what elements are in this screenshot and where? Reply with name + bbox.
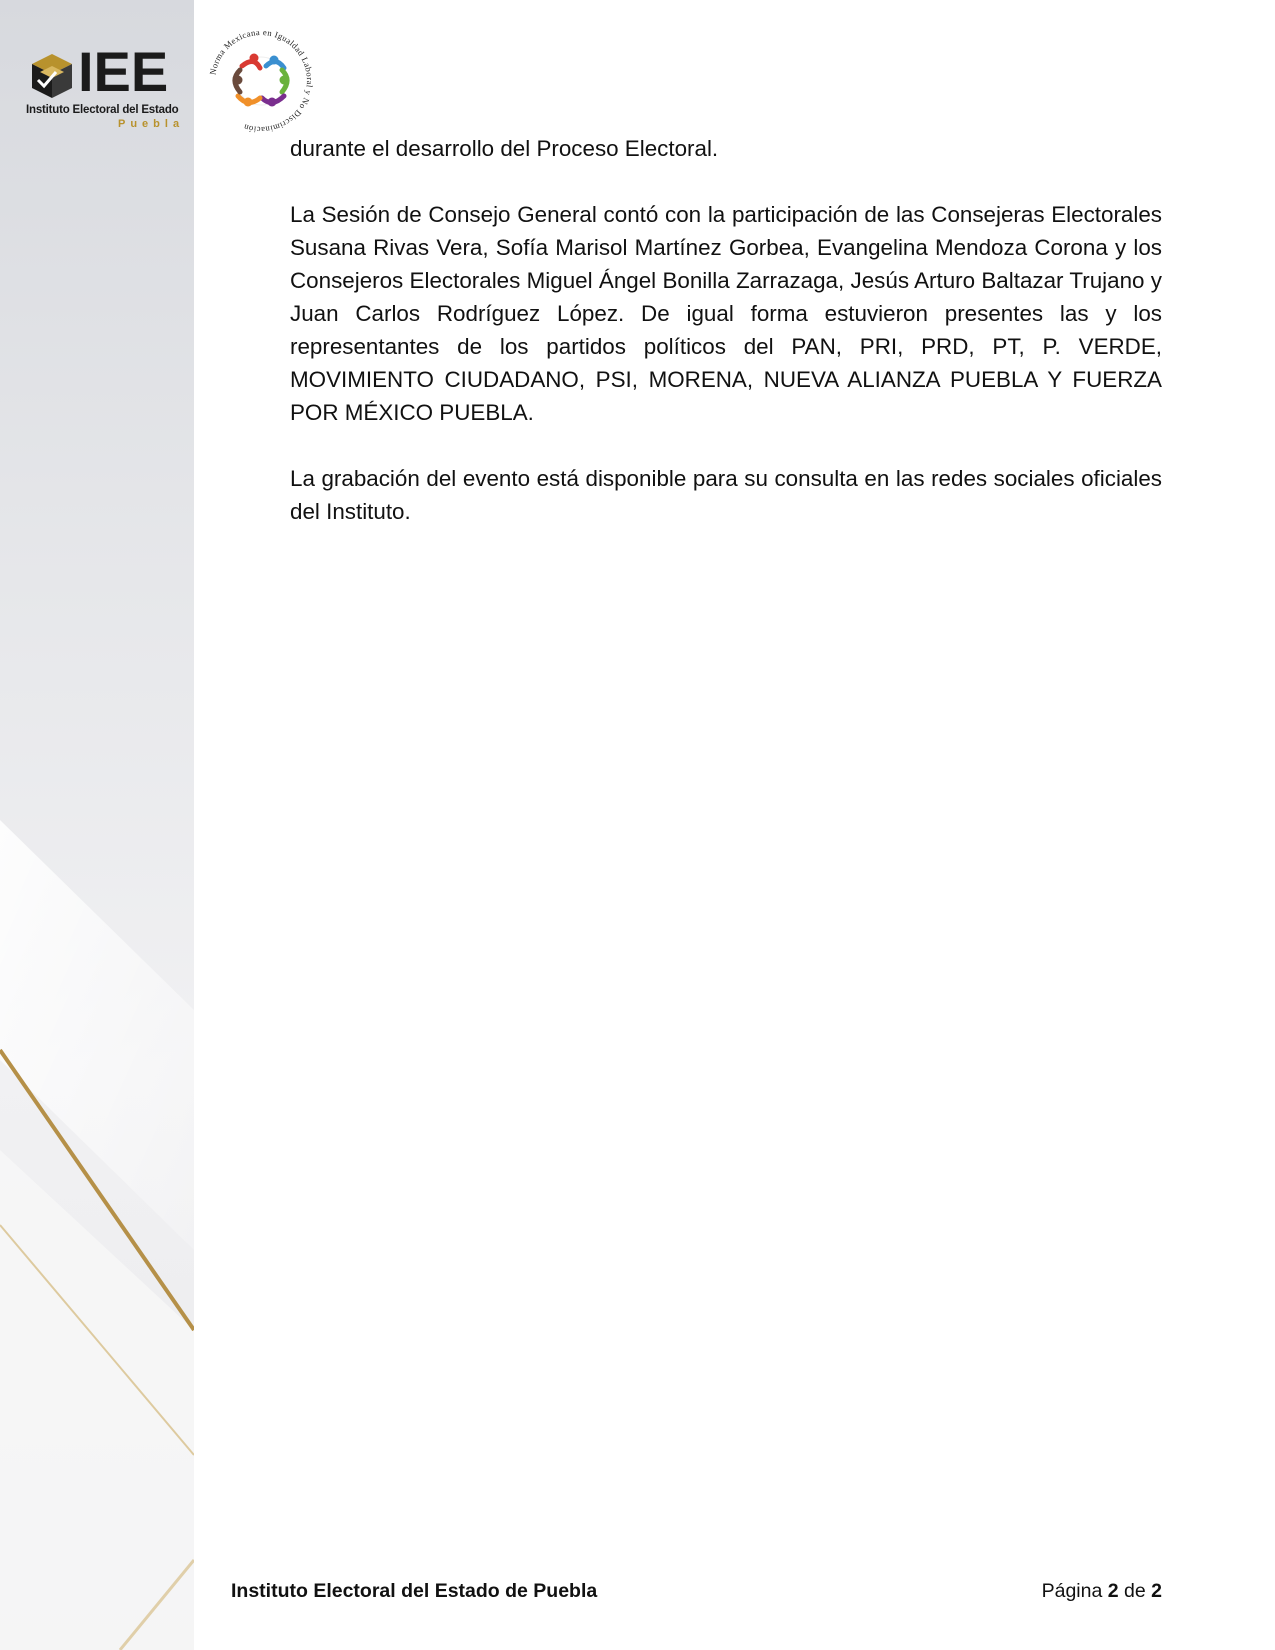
- body-paragraph: La Sesión de Consejo General contó con la participación de las Consejeras Electorales Susana Rivas Vera, Sofía Marisol Martínez Gorbea, Evangelina Mendoza Corona y los Consejeros Electorales Miguel Ángel Bonilla Zarrazaga, Jesús Arturo Baltazar Trujano y Juan Carlos Rodríguez López. De igual forma estuvieron presentes las y los representantes de los partidos políticos del PAN, PRI, PRD, PT, P. VERDE, MOVIMIENTO CIUDADANO, PSI, MORENA, NUEVA ALIANZA PUEBLA Y FUERZA POR MÉXICO PUEBLA.: [290, 202, 1162, 425]
- page-total: 2: [1151, 1580, 1162, 1602]
- norma-igualdad-seal: [202, 22, 320, 140]
- white-streak-lower: [0, 1150, 194, 1650]
- equality-seal-icon: [202, 22, 320, 140]
- seal-circular-text: Norma Mexicana en Igualdad Laboral y No Discriminación: [207, 26, 316, 136]
- side-decorative-band: [0, 0, 194, 1650]
- footer-organization: Instituto Electoral del Estado de Puebla: [231, 1580, 598, 1602]
- iee-logo: [26, 40, 185, 130]
- page-number: [1042, 1580, 1162, 1603]
- page-footer: [231, 1580, 1162, 1610]
- page-current: 2: [1107, 1580, 1119, 1602]
- body-paragraph: durante el desarrollo del Proceso Electoral.: [290, 136, 719, 161]
- page-prefix: Página: [1041, 1580, 1103, 1602]
- iee-logo-letters: IEE: [78, 40, 169, 103]
- decorative-stripes: [0, 0, 194, 1650]
- iee-logo-name: Instituto Electoral del Estado: [26, 104, 179, 116]
- iee-logo-state: Puebla: [118, 118, 185, 130]
- page-separator: de: [1124, 1580, 1146, 1602]
- ballot-box-icon: [26, 50, 76, 102]
- document-body: [290, 132, 1162, 561]
- body-paragraph: La grabación del evento está disponible para su consulta en las redes sociales oficiales del Instituto.: [290, 466, 1162, 524]
